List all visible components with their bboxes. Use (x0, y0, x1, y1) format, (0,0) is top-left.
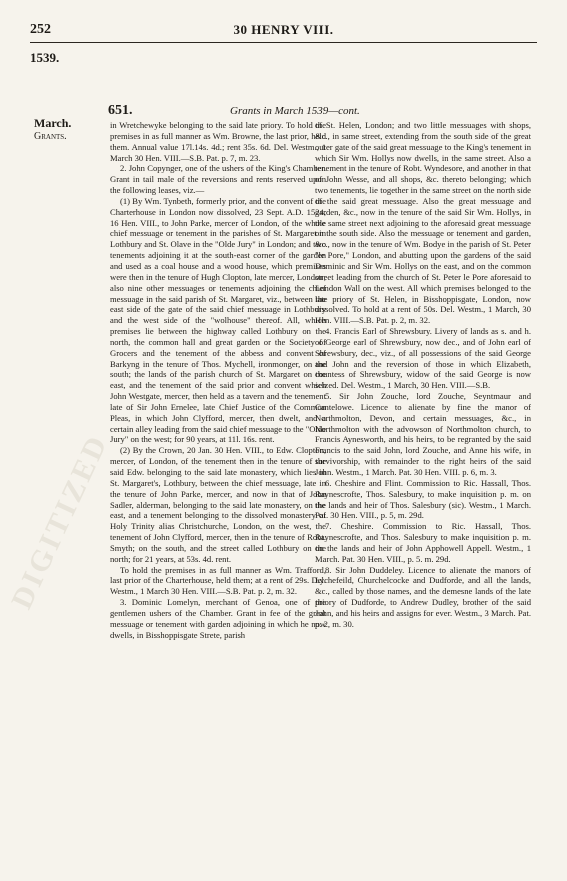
margin-year: 1539. (30, 50, 60, 65)
page-number: 252 (30, 22, 51, 37)
watermark: DIGITIZED (5, 428, 115, 614)
paragraph: 4. Francis Earl of Shrewsbury. Livery of lands as s. and h. of George earl of Shrewsbury, now dec., and of John earl of Shrewsbury, dec., viz., of all possessions of the said George and John and the reversion of those in which Elizabeth, countess of Shrewsbury, widow of the said George is now seized. Del. Westm., 1 March, 30 Hen. VIII.—S.B. (315, 326, 531, 391)
paragraph: of St. Helen, London; and two little messuages with shops, &c., in same street, extending from the south side of the great outer gate of the said great messuage to the King's tenement in which Sir Wm. Hollys now dwells, in the same street. Also a tenement in the tenure of Robt. Wyndesore, and another in that of John Wesse, and all shops, &c. thereto belonging; which two tenements, lie together in the same street on the north side of the said great messuage. Also the great messuage and garden, &c., now in the tenure of the said Sir Wm. Hollys, in the same street next adjoining to the aforesaid great messuage on the south side. Also the messuage or tenement and garden, &c., now in the tenure of Wm. Bodye in the parish of St. Peter "le Pore," London, and abutting upon the gardens of the said Dominic and Sir Wm. Hollys on the east, and on the common street leading from the church of St. Peter le Pore aforesaid to London Wall on the west. All which premises belonged to the late priory of St. Helen, in Bisshoppisgate, London, now dissolved. To hold at a rent of 50s. Del. Westm., 1 March, 30 Hen. VIII.—S.B. Pat. p. 2, m. 32. (315, 120, 532, 326)
margin-month: March. (34, 116, 72, 130)
paragraph: 7. Cheshire. Commission to Ric. Hassall, Thos. Raynescrofte, and Thos. Salesbury to make inquisition p. m. on the lands and heir of John Apphowell Appell. Westm., 1 March. Pat. 30 Hen. VIII., p. 5. m. 29d. (315, 521, 531, 564)
paragraph: 3. Dominic Lomelyn, merchant of Genoa, one of the gentlemen ushers of the Chamber. Grant in fee of the great messuage or tenement with garden adjoining in which he now dwells, in Bisshoppisgate Strete, parish (110, 597, 326, 640)
paragraph: (1) By Wm. Tynbeth, formerly prior, and the convent of the Charterhouse in London now dissolved, 23 Sept. A.D. 1524, 16 Hen. VIII., to John Parke, mercer of London, of the whole chief messuage or tenement in the parishes of St. Margaret in Lothbury and St. Olave in the "Olde Jury" in London; and two tenements adjoining it at the south-east corner of the garden and used as a coal house and a wood house, which premises were then in the tenure of Hugh Clopton, late mercer, London; also nine other messuages or tenements adjoining the chief messuage in the said parish of St. Margaret, viz., between the east side of the gate of the said chief messuage in Lothbury and the west side of the "wolhouse" thereof. All, which premises lie between the highway called Lothbury on the north, the common hall and great garden or the Society of Grocers and the tenement of the abbess and convent of Barkyng in the tenure of Thos. Mychell, ironmonger, on the south; the lands of the parish church of St. Margaret on the east, and the tenement of the said prior and convent which John Westgate, mercer, then held as a tavern and the tenement late of Sir John Ernelee, late Chief Justice of the Common Pleas, in which John Clyfford, mercer, then dwelt, and a certain alley leading from the said chief messuage to the "Olde Jury" on the west; for 90 years, at 11l. 16s. rent. (110, 195, 326, 445)
paragraph: 2. John Copynger, one of the ushers of the King's Chamber. Grant in tail male of the reversions and rents reserved upon the following leases, viz.— (110, 163, 326, 196)
paragraph: To hold the premises in as full manner as Wm. Trafford, last prior of the Charterhouse, held them; at a rent of 29s. Del. Westm., 1 March 30 Hen. VIII.—S.B. Pat. p. 2, m. 32. (110, 564, 326, 597)
paragraph: 8. Sir John Duddeley. Licence to alienate the manors of Lychefeild, Churchelcocke and Dudforde, and all the lands, &c., called by those names, and the demesne lands of the late priory of Dudforde, to Andrew Dudley, brother of the said John, and his heirs and assigns for ever. Westm., 3 March. Pat. p. 2, m. 30. (315, 564, 531, 629)
entry-number: 651. (108, 103, 133, 118)
paragraph: in Wretchewyke belonging to the said late priory. To hold the premises in as full manner as Wm. Browne, the last prior, held them. Annual value 17l.14s. 4d.; rent 35s. 6d. Del. Westm., 1 March 30 Hen. VIII.—S.B. Pat. p. 7, m. 23. (110, 120, 326, 163)
running-title: 30 HENRY VIII. (233, 22, 334, 37)
paragraph: (2) By the Crown, 20 Jan. 30 Hen. VIII., to Edw. Clopton, mercer, of London, of the tenement then in the tenure of the said Edw. belonging to the said late monastery, which lies in St. Margaret's, Lothbury, between the chief messuage, late in the tenure of John Parke, mercer, and now in that of John Sadler, alderman, belonging to the said late monastery, on the east, and a tenement belonging to the dissolved monastery of Holy Trinity alias Christchurche, London, on the west, the tenement of John Clyfford, mercer, then in the tenure of Robt. Smyth; on the south, and the street called Lothbury on the north; for 21 years, at 53s. 4d. rent. (110, 445, 326, 564)
right-column (315, 120, 531, 630)
left-column (110, 120, 326, 641)
header-rule (30, 42, 537, 43)
margin-category: Grants. (34, 131, 67, 142)
section-title: Grants in March 1539—cont. (230, 105, 360, 117)
paragraph: 6. Cheshire and Flint. Commission to Ric. Hassall, Thos. Raynescrofte, Thos. Salesbury, to make inquisition p. m. on the lands and heir of Thos. Salesbury (sic). Westm., 1 March. Pat. 30 Hen. VIII., p. 5, m. 29d. (315, 477, 531, 521)
paragraph: 5. Sir John Zouche, lord Zouche, Seyntmaur and Cantelowe. Licence to alienate by fine the manor of Northmolton, Devon, and certain messuages, &c., in Northmolton with the advowson of Northmolton church, to Francis Aynesworth, and his heirs, to be regranted by the said Francis to the said John, lord Zouche, and Anne his wife, in survivorship, with remainder to the right heirs of the said John. Westm., 1 March. Pat. 30 Hen. VIII. p. 6, m. 3. (315, 391, 531, 477)
